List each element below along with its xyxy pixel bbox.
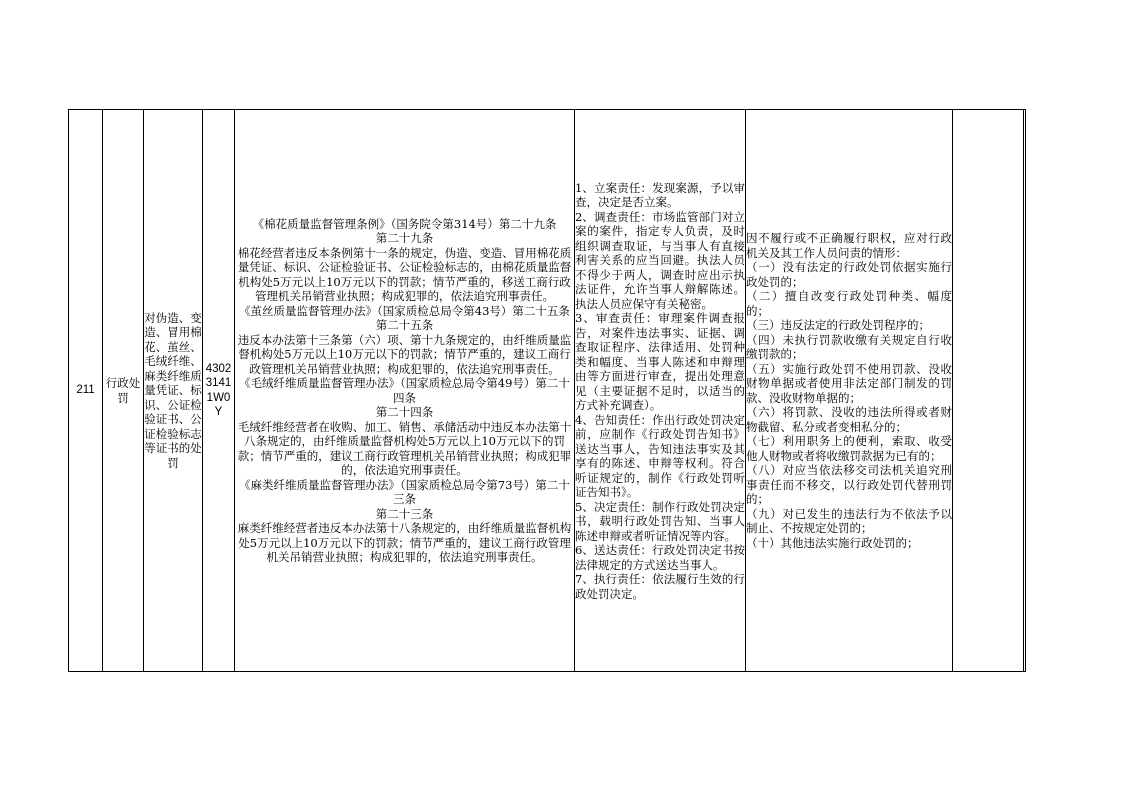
- accountability-item: 因不履行或不正确履行职权，应对行政机关及其工作人员问责的情形：: [746, 231, 952, 260]
- responsibility-item: 3、审查责任：审理案件调查报告，对案件违法事实、证据、调查取证程序、法律适用、处罚种类和幅度、当事人陈述和申辩理由等方面进行审查，提出处理意见（主要证据不足时，以适当的方式补充调查）。: [575, 311, 745, 413]
- accountability-items: [746, 110, 953, 672]
- basis-line: 棉花经营者违反本条例第十一条的规定，伪造、变造、冒用棉花质量凭证、标识、公证检验证书、公证检验标志的，由棉花质量监督机构处5万元以上10万元以下的罚款；情节严重的，移送工商行政管理机关吊销营业执照；构成犯罪的，依法追究刑事责任。: [237, 245, 572, 303]
- accountability-item: （三）违反法定的行政处罚程序的；: [746, 318, 930, 332]
- basis-line: 违反本办法第十三条第（六）项、第十九条规定的，由纤维质量监督机构处5万元以上10万元以下的罚款；情节严重的，建议工商行政管理机关吊销营业执照；构成犯罪的，依法追究刑事责任。: [237, 332, 572, 376]
- basis-line: 第二十三条: [375, 506, 434, 521]
- responsibility-item: 2、调查责任：市场监管部门对立案的案件，指定专人负责，及时组织调查取证，与当事人有直接利害关系的应当回避。执法人员不得少于两人，调查时应出示执法证件，允许当事人辩解陈述。执法人员应保守有关秘密。: [575, 209, 745, 311]
- item-code: 43023141 1W0Y: [203, 110, 235, 672]
- remarks-cell: [953, 110, 1024, 672]
- trailing-cell: [1024, 110, 1026, 672]
- basis-line: 第二十五条: [375, 318, 434, 332]
- legal-basis: [235, 110, 575, 672]
- responsibility-item: 5、决定责任：制作行政处罚决定书，载明行政处罚告知、当事人陈述申辩或者听证情况等内容。: [575, 499, 745, 543]
- row-number: 211: [69, 110, 103, 672]
- responsibility-item: 7、执行责任：依法履行生效的行政处罚决定。: [575, 572, 745, 601]
- accountability-item: （七）利用职务上的便利，索取、收受他人财物或者将收缴罚款据为已有的；: [746, 434, 952, 463]
- responsibility-items: [575, 110, 746, 672]
- basis-line: 《麻类纤维质量监督管理办法》（国家质检总局令第73号）第二十三条: [239, 477, 570, 506]
- accountability-item: （九）对已发生的违法行为不依法予以制止、不按规定处罚的；: [746, 506, 952, 535]
- power-list-table: [68, 109, 1026, 672]
- accountability-item: （四）未执行罚款收缴有关规定自行收缴罚款的；: [746, 332, 952, 361]
- accountability-item: （二）擅自改变行政处罚种类、幅度的；: [746, 289, 952, 318]
- basis-line: 第二十四条: [375, 405, 434, 419]
- accountability-item: （十）其他违法实施行政处罚的；: [746, 535, 919, 550]
- accountability-item: （一）没有法定的行政处罚依据实施行政处罚的；: [746, 260, 952, 289]
- accountability-item: （八）对应当依法移交司法机关追究刑事责任而不移交，以行政处罚代替刑罚的；: [746, 463, 952, 506]
- basis-line: 第二十九条: [375, 231, 434, 245]
- accountability-item: （五）实施行政处罚不使用罚款、没收财物单据或者使用非法定部门制发的罚款、没收财物单据的；: [746, 361, 952, 405]
- basis-line: 《棉花质量监督管理条例》（国务院令第314号）第二十九条: [252, 216, 557, 231]
- responsibility-item: 6、送达责任：行政处罚决定书按法律规定的方式送达当事人。: [575, 543, 745, 572]
- responsibility-item: 1、立案责任：发现案源，予以审查，决定是否立案。: [575, 180, 745, 210]
- power-type: 行政处罚: [103, 110, 144, 672]
- basis-line: 麻类纤维经营者违反本办法第十八条规定的，由纤维质量监督机构处5万元以上10万元以下的罚款；情节严重的，建议工商行政管理机关吊销营业执照；构成犯罪的，依法追究刑事责任。: [237, 521, 572, 564]
- item-name: 对伪造、变造、冒用棉花、茧丝、毛绒纤维、麻类纤维质量凭证、标识、公证检验证书、公证检验标志等证书的处罚: [144, 110, 203, 672]
- accountability-item: （六）将罚款、没收的违法所得或者财物截留、私分或者变相私分的；: [746, 405, 952, 434]
- basis-line: 毛绒纤维经营者在收购、加工、销售、承储活动中违反本办法第十八条规定的，由纤维质量监督机构处5万元以上10万元以下的罚款；情节严重的，建议工商行政管理机关吊销营业执照；构成犯罪的，依法追究刑事责任。: [237, 419, 572, 477]
- basis-line: 《毛绒纤维质量监督管理办法》（国家质检总局令第49号）第二十四条: [239, 376, 570, 405]
- responsibility-item: 4、告知责任：作出行政处罚决定前，应制作《行政处罚告知书》送达当事人，告知违法事实及其享有的陈述、申辩等权利。符合听证规定的，制作《行政处罚听证告知书》。: [575, 412, 745, 500]
- basis-line: 《茧丝质量监督管理办法》（国家质检总局令第43号）第二十五条: [239, 303, 570, 318]
- table-row: [69, 110, 1026, 672]
